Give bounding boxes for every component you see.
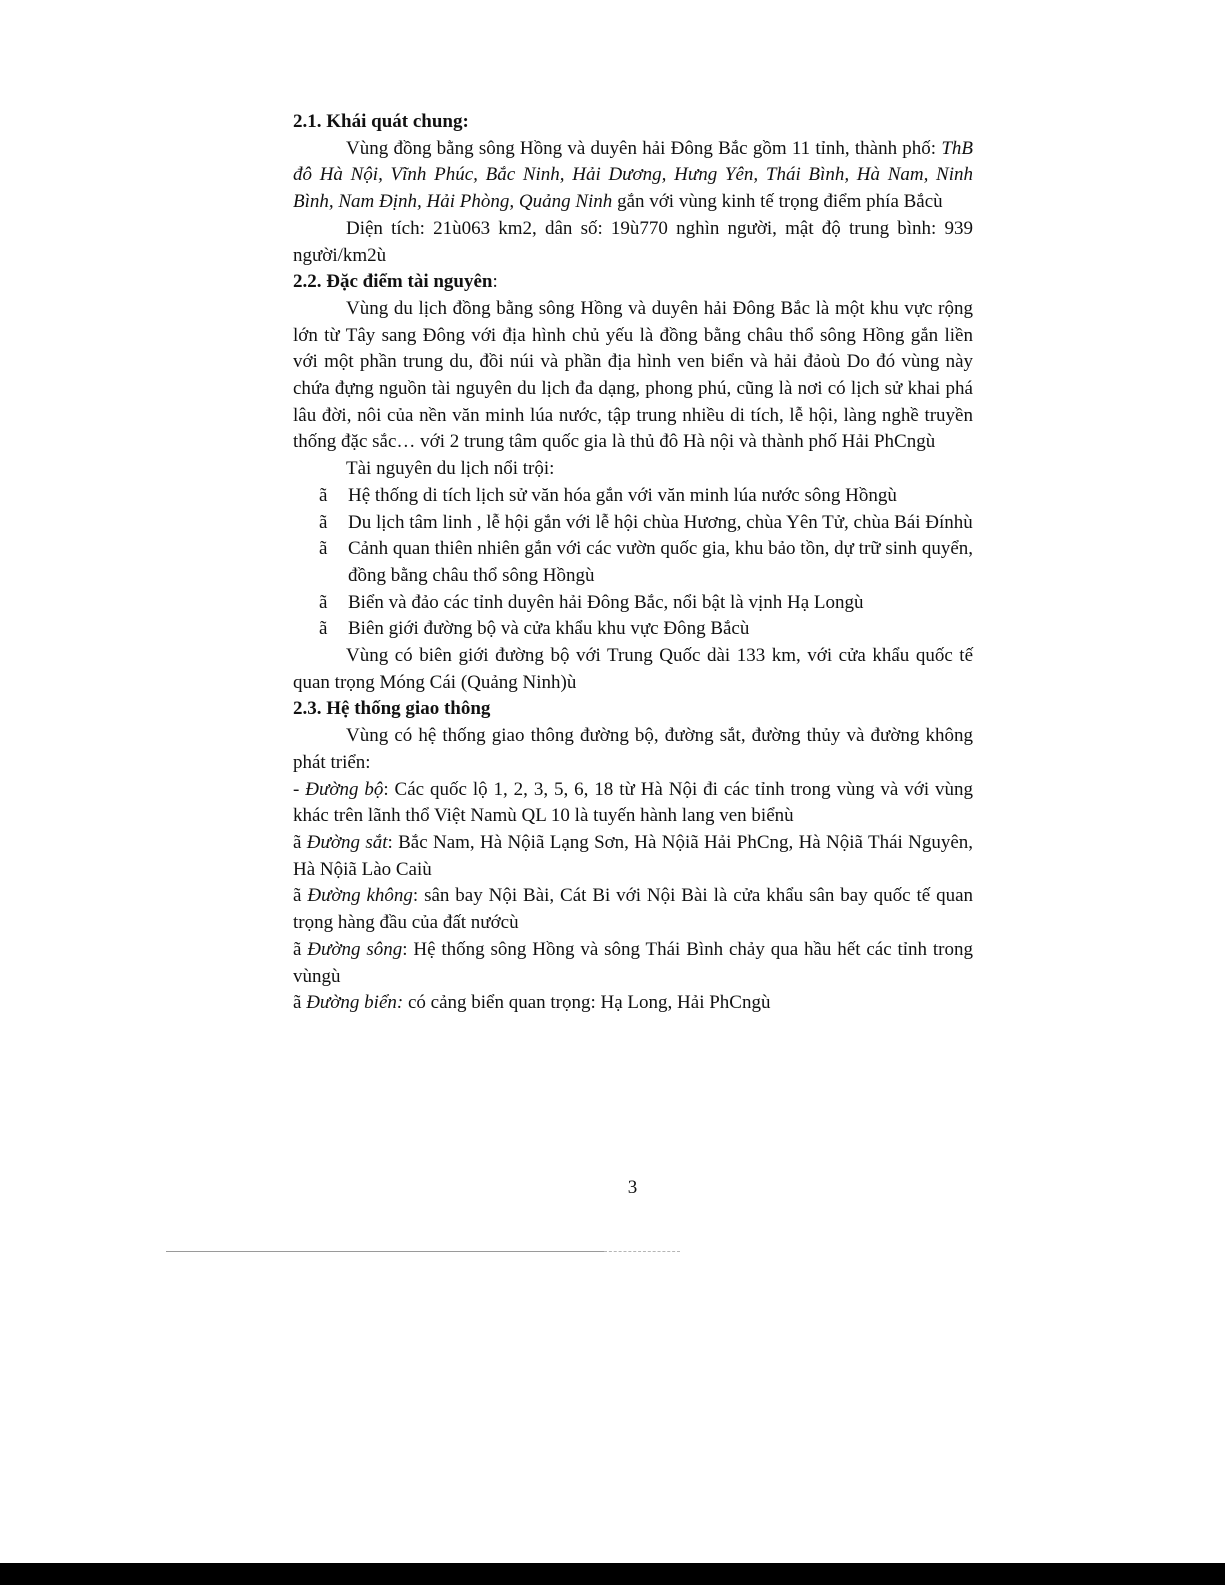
- bullet-marker: ã: [319, 538, 328, 560]
- paragraph: Diện tích: 21ù063 km2, dân số: 19ù770 nghìn người, mật độ trung bình: 939 người/km2ù: [293, 217, 973, 266]
- paragraph: Vùng đồng bằng sông Hồng và duyên hải Đông Bắc gồm 11 tỉnh, thành phố: ThB đô Hà Nội, Vĩnh Phúc, Bắc Ninh, Hải Dương, Hưng Yên, Thái Bình, Hà Nam, Ninh Bình, Nam Định, Hải Phòng, Quảng Ninh gắn với vùng kinh tế trọng điểm phía Bắcù: [293, 137, 973, 213]
- page-content: [293, 109, 973, 1017]
- paragraph: Vùng có hệ thống giao thông đường bộ, đường sắt, đường thủy và đường không phát triển:: [293, 725, 973, 773]
- list-item: ã Biên giới đường bộ và cửa khẩu khu vực Đông Bắcù: [293, 616, 973, 643]
- transport-item: ã Đường sông: Hệ thống sông Hồng và sông Thái Bình chảy qua hầu hết các tỉnh trong vùngù: [293, 938, 973, 987]
- section-heading: 2.3. Hệ thống giao thông: [293, 698, 491, 720]
- list-item: ã Hệ thống di tích lịch sử văn hóa gắn với văn minh lúa nước sông Hồngù: [293, 483, 973, 510]
- transport-item: ã Đường sắt: Bắc Nam, Hà Nộiã Lạng Sơn, Hà Nộiã Hải PhCng, Hà Nộiã Thái Nguyên, Hà Nộiã Lào Caiù: [293, 831, 974, 880]
- page-number: 3: [627, 1177, 638, 1198]
- bullet-marker: ã: [319, 484, 328, 506]
- paragraph: Vùng có biên giới đường bộ với Trung Quốc dài 133 km, với cửa khẩu quốc tế quan trọng Móng Cái (Quảng Ninh)ù: [293, 645, 973, 693]
- list-item: ã Cảnh quan thiên nhiên gắn với các vườn quốc gia, khu bảo tồn, dự trữ sinh quyển, đồng bằng châu thổ sông Hồngù: [319, 538, 973, 586]
- list-item: ã Biển và đảo các tỉnh duyên hải Đông Bắc, nổi bật là vịnh Hạ Longù: [293, 590, 973, 617]
- list-item: ã Du lịch tâm linh , lễ hội gắn với lễ hội chùa Hương, chùa Yên Tử, chùa Bái Đínhù: [293, 510, 973, 537]
- footer-divider: [166, 1251, 604, 1252]
- bottom-edge-bar: [0, 1563, 1225, 1585]
- paragraph: Tài nguyên du lịch nổi trội:: [346, 458, 555, 480]
- bullet-marker: ã: [319, 618, 328, 640]
- section-heading: 2.2. Đặc điểm tài nguyên:: [293, 271, 498, 293]
- transport-item: ã Đường không: sân bay Nội Bài, Cát Bi với Nội Bài là cửa khẩu sân bay quốc tế quan trọng hàng đầu của đất nướcù: [293, 885, 973, 934]
- bullet-marker: ã: [319, 511, 328, 533]
- transport-item: - Đường bộ: Các quốc lộ 1, 2, 3, 5, 6, 18 từ Hà Nội đi các tỉnh trong vùng và với vùng khác trên lãnh thổ Việt Namù QL 10 là tuyến hành lang ven biểnù: [293, 778, 973, 827]
- paragraph: Vùng du lịch đồng bằng sông Hồng và duyên hải Đông Bắc là một khu vực rộng lớn từ Tây sang Đông với địa hình chủ yếu là đồng bằng châu thổ sông Hồng gắn liền với một phần trung du, đồi núi và phần địa hình ven biển và hải đảoù Do đó vùng này chứa đựng nguồn tài nguyên du lịch đa dạng, phong phú, cũng là nơi có lịch sử khai phá lâu đời, nôi của nền văn minh lúa nước, tập trung nhiều di tích, lễ hội, làng nghề truyền thống đặc sắc… với 2 trung tâm quốc gia là thủ đô Hà nội và thành phố Hải PhCngù: [293, 297, 973, 453]
- bullet-marker: ã: [319, 591, 328, 613]
- section-heading: 2.1. Khái quát chung:: [293, 111, 469, 132]
- transport-item: ã Đường biển: có cảng biển quan trọng: Hạ Long, Hải PhCngù: [293, 992, 771, 1014]
- footer-divider-dashed: [604, 1251, 680, 1252]
